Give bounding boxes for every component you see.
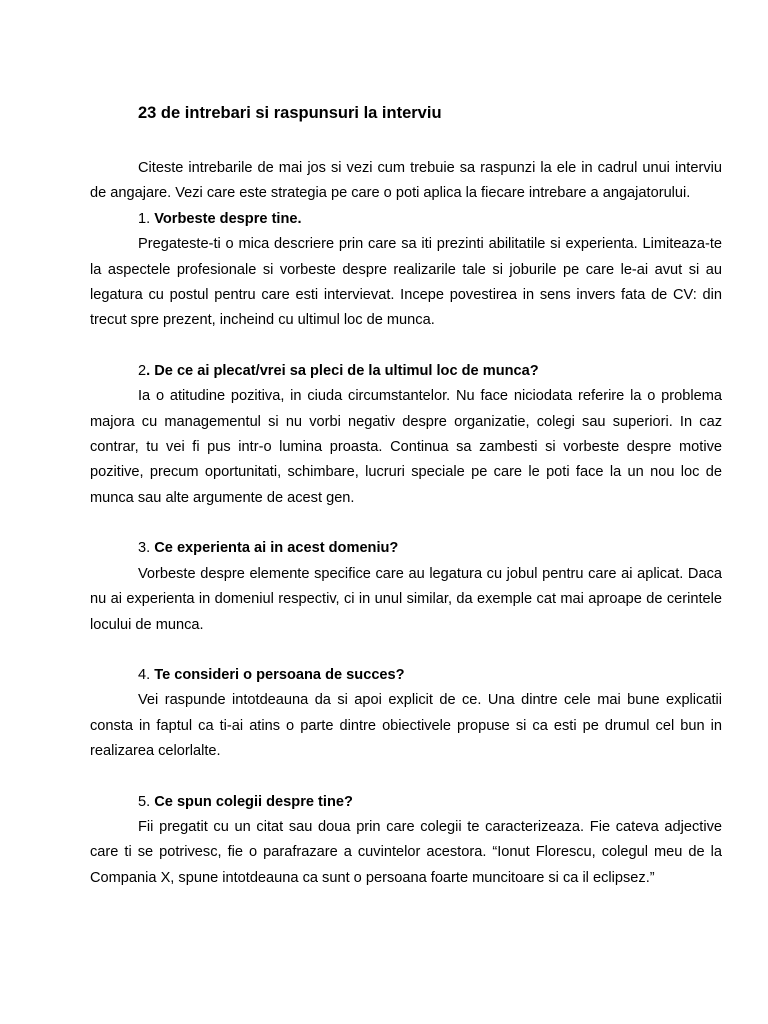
- question-4: [90, 663, 722, 765]
- answer-paragraph: Ia o atitudine pozitiva, in ciuda circumstantelor. Nu face niciodata referire la o problema majora cu managementul si nu vorbi negativ despre organizatie, colegi sau superiori. In caz contrar, tu vei fi pus intr-o lumina proasta. Continua sa zambesti si vorbeste despre motive pozitive, precum oportunitati, schimbare, lucruri speciale pe care le poti face la un nou loc de munca sau alte argumente de acest gen.: [90, 388, 722, 506]
- question-number: 5.: [138, 793, 155, 810]
- question-3: [90, 536, 722, 638]
- question-text: Te consideri o persoana de succes?: [154, 666, 405, 683]
- document-title: 23 de intrebari si raspunsuri la interviu: [138, 104, 442, 122]
- question-heading: [90, 536, 722, 561]
- intro-paragraph: Citeste intrebarile de mai jos si vezi cum trebuie sa raspunzi la ele in cadrul unui interviu de angajare. Vezi care este strategia pe care o poti aplica la fiecare intrebare a angajatorului.: [90, 160, 722, 202]
- question-number: 4.: [138, 666, 155, 683]
- question-text: Ce spun colegii despre tine?: [154, 793, 353, 810]
- question-heading: [90, 663, 722, 688]
- question-text: Vorbeste despre tine.: [154, 210, 302, 227]
- question-number: 2: [138, 362, 147, 379]
- question-text: Ce experienta ai in acest domeniu?: [154, 540, 399, 557]
- question-5: [90, 790, 722, 892]
- answer-paragraph: Vorbeste despre elemente specifice care au legatura cu jobul pentru care ai aplicat. Daca nu ai experienta in domeniul respectiv, ci in unul similar, da exemple cat mai aproape de cerintele locului de munca.: [90, 565, 722, 633]
- question-1: [90, 207, 722, 334]
- question-heading: [90, 207, 722, 232]
- question-heading: [90, 790, 722, 815]
- question-number: 3.: [138, 540, 155, 557]
- answer-paragraph: Fii pregatit cu un citat sau doua prin care colegii te caracterizeaza. Fie cateva adjective care ti se potrivesc, fie o parafrazare a cuvintelor acestora. “Ionut Florescu, colegul meu de la Compania X, spune intotdeauna ca sunt o persoana foarte muncitoare si ca il eclipsez.”: [90, 818, 722, 886]
- question-text: . De ce ai plecat/vrei sa pleci de la ultimul loc de munca?: [146, 362, 539, 379]
- question-number: 1.: [138, 210, 155, 227]
- question-2: [90, 359, 722, 511]
- answer-paragraph: Pregateste-ti o mica descriere prin care sa iti prezinti abilitatile si experienta. Limiteaza-te la aspectele profesionale si vorbeste despre realizarile tale si joburile pe care le-ai avut si au legatura cu postul pentru care esti intervievat. Incepe povestirea in sens invers fata de CV: din trecut spre prezent, incheind cu ultimul loc de munca.: [90, 236, 722, 329]
- question-heading: [90, 359, 722, 384]
- answer-paragraph: Vei raspunde intotdeauna da si apoi explicit de ce. Una dintre cele mai bune explicatii consta in faptul ca ti-ai atins o parte dintre obiectivele propuse si ca esti pe drumul cel bun in realizarea celorlalte.: [90, 692, 722, 760]
